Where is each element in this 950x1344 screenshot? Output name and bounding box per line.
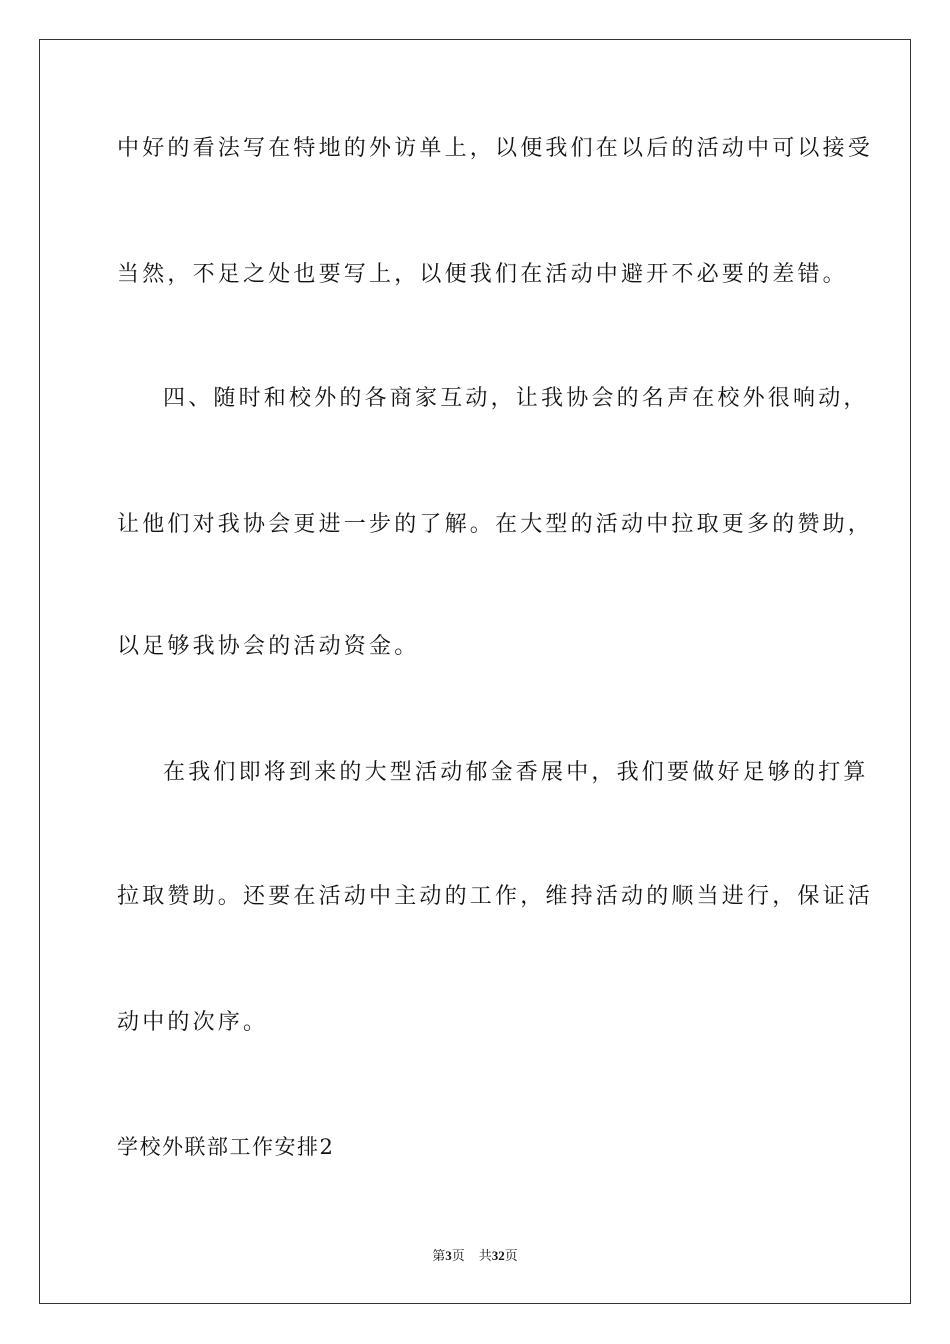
paragraph-line-1: 中好的看法写在特地的外访单上，以便我们在以后的活动中可以接受 (117, 136, 874, 161)
paragraph-line-2: 当然，不足之处也要写上，以便我们在活动中避开不必要的差错。 (117, 262, 848, 287)
footer-page-suffix: 页 (451, 1248, 465, 1263)
section-heading: 学校外联部工作安排2 (117, 1135, 335, 1159)
paragraph-line-5: 以足够我协会的活动资金。 (117, 634, 420, 659)
footer-total-suffix: 页 (504, 1248, 518, 1263)
footer-page-prefix: 第 (432, 1248, 446, 1263)
paragraph-line-6: 在我们即将到来的大型活动郁金香展中，我们要做好足够的打算 (163, 760, 869, 785)
paragraph-line-7: 拉取赞助。还要在活动中主动的工作，维持活动的顺当进行，保证活 (117, 884, 874, 909)
page-border (39, 39, 911, 1304)
footer-total-prefix: 共 (478, 1248, 492, 1263)
paragraph-line-3: 四、随时和校外的各商家互动，让我协会的名声在校外很响动， (163, 386, 869, 411)
page-footer (0, 1247, 950, 1265)
paragraph-line-8: 动中的次序。 (117, 1010, 269, 1035)
footer-page-current: 3 (445, 1248, 452, 1263)
paragraph-line-4: 让他们对我协会更进一步的了解。在大型的活动中拉取更多的赞助， (117, 512, 874, 537)
footer-page-total: 32 (491, 1248, 505, 1263)
